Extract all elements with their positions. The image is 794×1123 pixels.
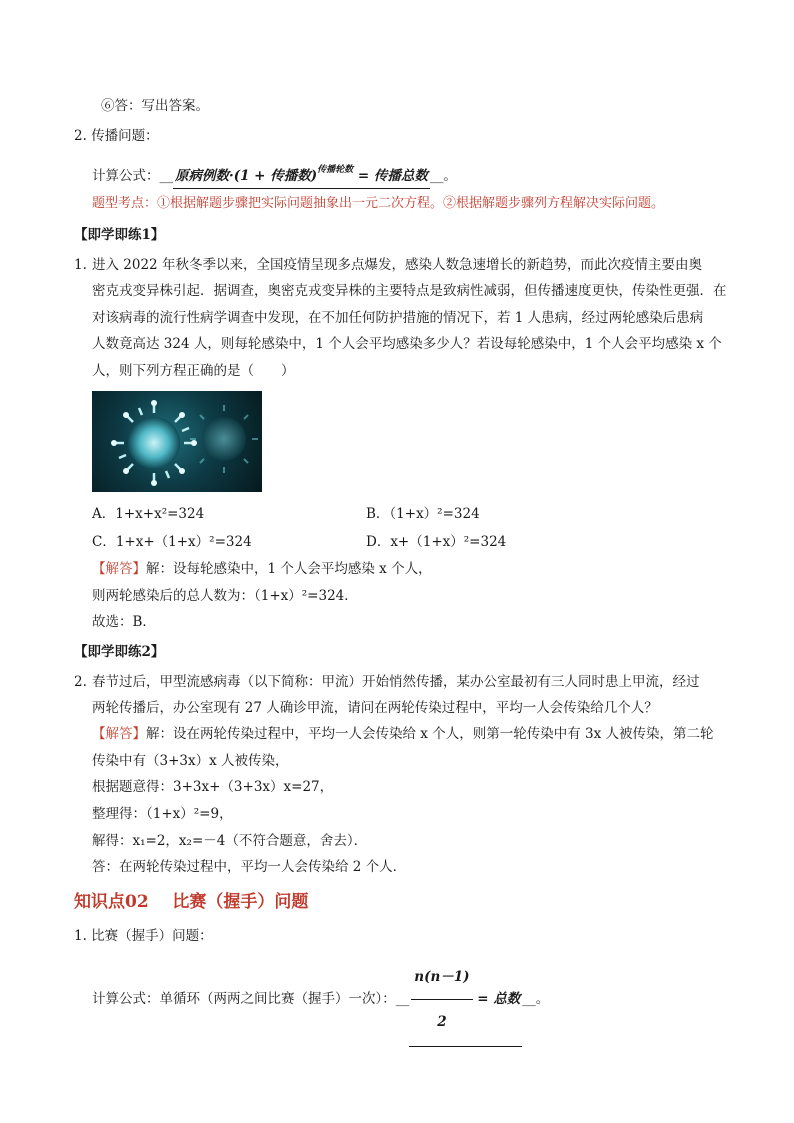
formula-handshake bbox=[92, 955, 549, 1047]
answer-line: 解得：x₁=2，x₂=－4（不符合题意，舍去）． bbox=[92, 833, 368, 849]
answer-line: 答：在两轮传染过程中，平均一人会传染给 2 个人． bbox=[92, 859, 407, 875]
question-number: 2. bbox=[74, 674, 87, 690]
formula-blank-right: __。 bbox=[522, 991, 550, 1007]
option-d: D．x+（1+x）²=324 bbox=[366, 534, 507, 550]
knowledge-point-heading bbox=[74, 890, 308, 914]
formula-dot: · bbox=[229, 168, 234, 184]
section-k2-1: 1. 比赛（握手）问题： bbox=[74, 928, 213, 944]
answer-line: 根据题意得：3+3x+（3+3x）x=27， bbox=[92, 779, 334, 795]
coronavirus-image bbox=[92, 391, 262, 492]
answer-line: 传染中有（3+3x）x 人被传染， bbox=[92, 753, 289, 769]
question-line: 人数竟高达 324 人，则每轮感染中，1 个人会平均感染多少人？若设每轮感染中，1 个人会平均感染 x 个 bbox=[92, 336, 722, 352]
practice-2-title: 【即学即练2】 bbox=[74, 644, 165, 660]
question-line: 密克戎变异株引起．据调查，奥密克戎变异株的主要特点是致病性减弱，但传播速度更快，传染性更强．在 bbox=[92, 283, 727, 299]
formula-body bbox=[409, 955, 522, 1047]
fraction-denominator: 2 bbox=[437, 1014, 447, 1030]
fraction-numerator: n(n－1) bbox=[411, 955, 472, 1000]
exam-points: 题型考点：①根据解题步骤把实际问题抽象出一元二次方程。②根据解题步骤列方程解决实际问题。 bbox=[92, 196, 665, 211]
answer-text: 解：设在两轮传染过程中，平均一人会传染给 x 个人，则第一轮传染中有 3x 人被传染，第二轮 bbox=[146, 726, 714, 742]
formula-blank-right: __。 bbox=[429, 168, 457, 184]
answer-tag: 【解答】 bbox=[92, 561, 146, 577]
formula-prefix: 计算公式： bbox=[92, 168, 160, 184]
formula-base: 原病例数 bbox=[175, 168, 229, 184]
question-line: 春节过后，甲型流感病毒（以下简称：甲流）开始悄然传播，某办公室最初有三人同时患上甲流，经过 bbox=[92, 674, 700, 690]
coronavirus-icon bbox=[92, 391, 262, 492]
formula-body bbox=[173, 158, 430, 189]
formula-eq: = 总数 bbox=[477, 991, 521, 1007]
answer-line: 整理得：（1+x）²=9， bbox=[92, 806, 233, 822]
answer-tag: 【解答】 bbox=[92, 726, 146, 742]
answer-line bbox=[92, 724, 713, 744]
formula-propagation bbox=[92, 158, 457, 189]
option-a: A．1+x+x²=324 bbox=[92, 506, 205, 522]
formula-prefix: 计算公式：单循环（两两之间比赛（握手）一次）：__ bbox=[92, 991, 410, 1007]
question-line: 进入 2022 年秋冬季以来，全国疫情呈现多点爆发，感染人数急速增长的新趋势，而此次疫情主要由奥 bbox=[92, 257, 702, 273]
question-number: 1. bbox=[74, 257, 87, 273]
question-line: 人，则下列方程正确的是（ ） bbox=[92, 363, 295, 379]
answer-line: 故选：B． bbox=[92, 614, 156, 630]
fraction bbox=[411, 955, 472, 1044]
answer-line bbox=[92, 559, 432, 579]
section-title: 传播问题： bbox=[91, 128, 159, 144]
practice-1-title: 【即学即练1】 bbox=[74, 227, 165, 243]
question-line: 对该病毒的流行性病学调查中发现，在不加任何防护措施的情况下，若 1 人患病，经过两轮感染后患病 bbox=[92, 310, 704, 326]
answer-text: 解：设每轮感染中，1 个人会平均感染 x 个人， bbox=[146, 561, 432, 577]
question-line: 两轮传播后，办公室现有 27 人确诊甲流，请问在两轮传染过程中，平均一人会传染给几个人？ bbox=[92, 700, 658, 716]
knowledge-title: 比赛（握手）问题 bbox=[172, 892, 309, 912]
formula-blank: __ bbox=[159, 168, 173, 184]
formula-eq: = 传播总数 bbox=[357, 168, 428, 184]
step-six-line: ⑥答：写出答案。 bbox=[101, 98, 209, 114]
option-c: C．1+x+（1+x）²=324 bbox=[92, 534, 252, 550]
option-b: B．（1+x）²=324 bbox=[366, 506, 480, 522]
section-2-heading bbox=[74, 126, 159, 146]
knowledge-label: 知识点02 bbox=[74, 892, 149, 912]
formula-paren: (1 + 传播数) bbox=[233, 168, 318, 184]
section-number: 2. bbox=[74, 128, 87, 144]
answer-line: 则两轮感染后的总人数为：（1+x）²=324． bbox=[92, 588, 358, 604]
formula-exponent: 传播轮数 bbox=[317, 165, 354, 175]
